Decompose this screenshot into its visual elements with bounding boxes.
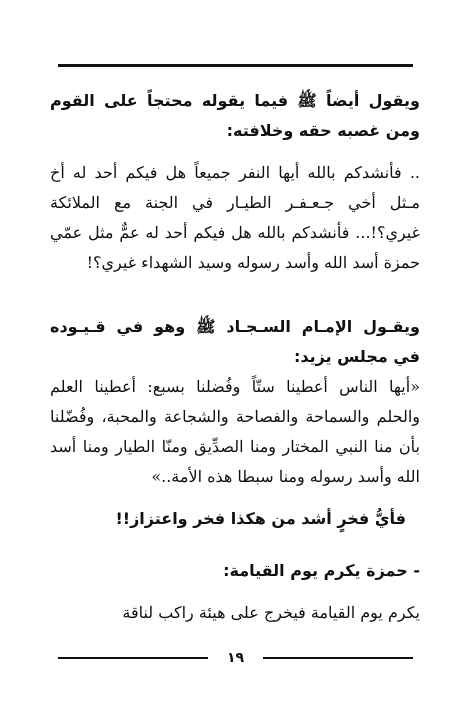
section-body-1: .. فأنشدكم بالله أيها النفر جميعاً هل فيكم أحد له أخ مـثل أخي جـعـفـر الطيـار في الجنة مع الملائكة غيري؟!... فأنشدكم بالله هل فيكم أحد له عمٌّ مثل عمّي حمزة أسد الله وأسد رسوله وسيد الشهداء غيري؟! bbox=[50, 163, 420, 272]
page-footer bbox=[58, 648, 413, 668]
page-content bbox=[50, 86, 420, 628]
section-exclamation: فأيُّ فخرٍ أشد من هكذا فخر واعتزاز!! bbox=[115, 509, 406, 528]
footer-rule-right bbox=[263, 657, 413, 659]
section-heading-1: ويقول أيضاً ﷺ فيما يقوله محتجاً على القوم ومن غصبه حقه وخلافته: bbox=[50, 91, 420, 140]
section-heading-3: - حمزة يكرم يوم القيامة: bbox=[223, 561, 420, 580]
section-heading-2: ويقـول الإمـام السـجـاد ﷺ وهو في قـيـوده في مجلس يزيد: bbox=[50, 317, 420, 366]
top-rule bbox=[58, 64, 413, 67]
section-body-3: يكرم يوم القيامة فيخرج على هيئة راكب لناقة bbox=[122, 603, 420, 622]
page-number: ١٩ bbox=[226, 650, 245, 666]
footer-rule-left bbox=[58, 657, 208, 659]
section-body-2: «أيها الناس أعطينا ستّاً وفُضلنا بسبع: أعطينا العلم والحلم والسماحة والفصاحة والشجاعة والمحبة، وفُضّلنا بأن منا النبي المختار ومنا الصدِّيق ومنّا الطيار ومنا أسد الله وأسد رسوله ومنا سبطا هذه الأمة..» bbox=[50, 377, 420, 486]
